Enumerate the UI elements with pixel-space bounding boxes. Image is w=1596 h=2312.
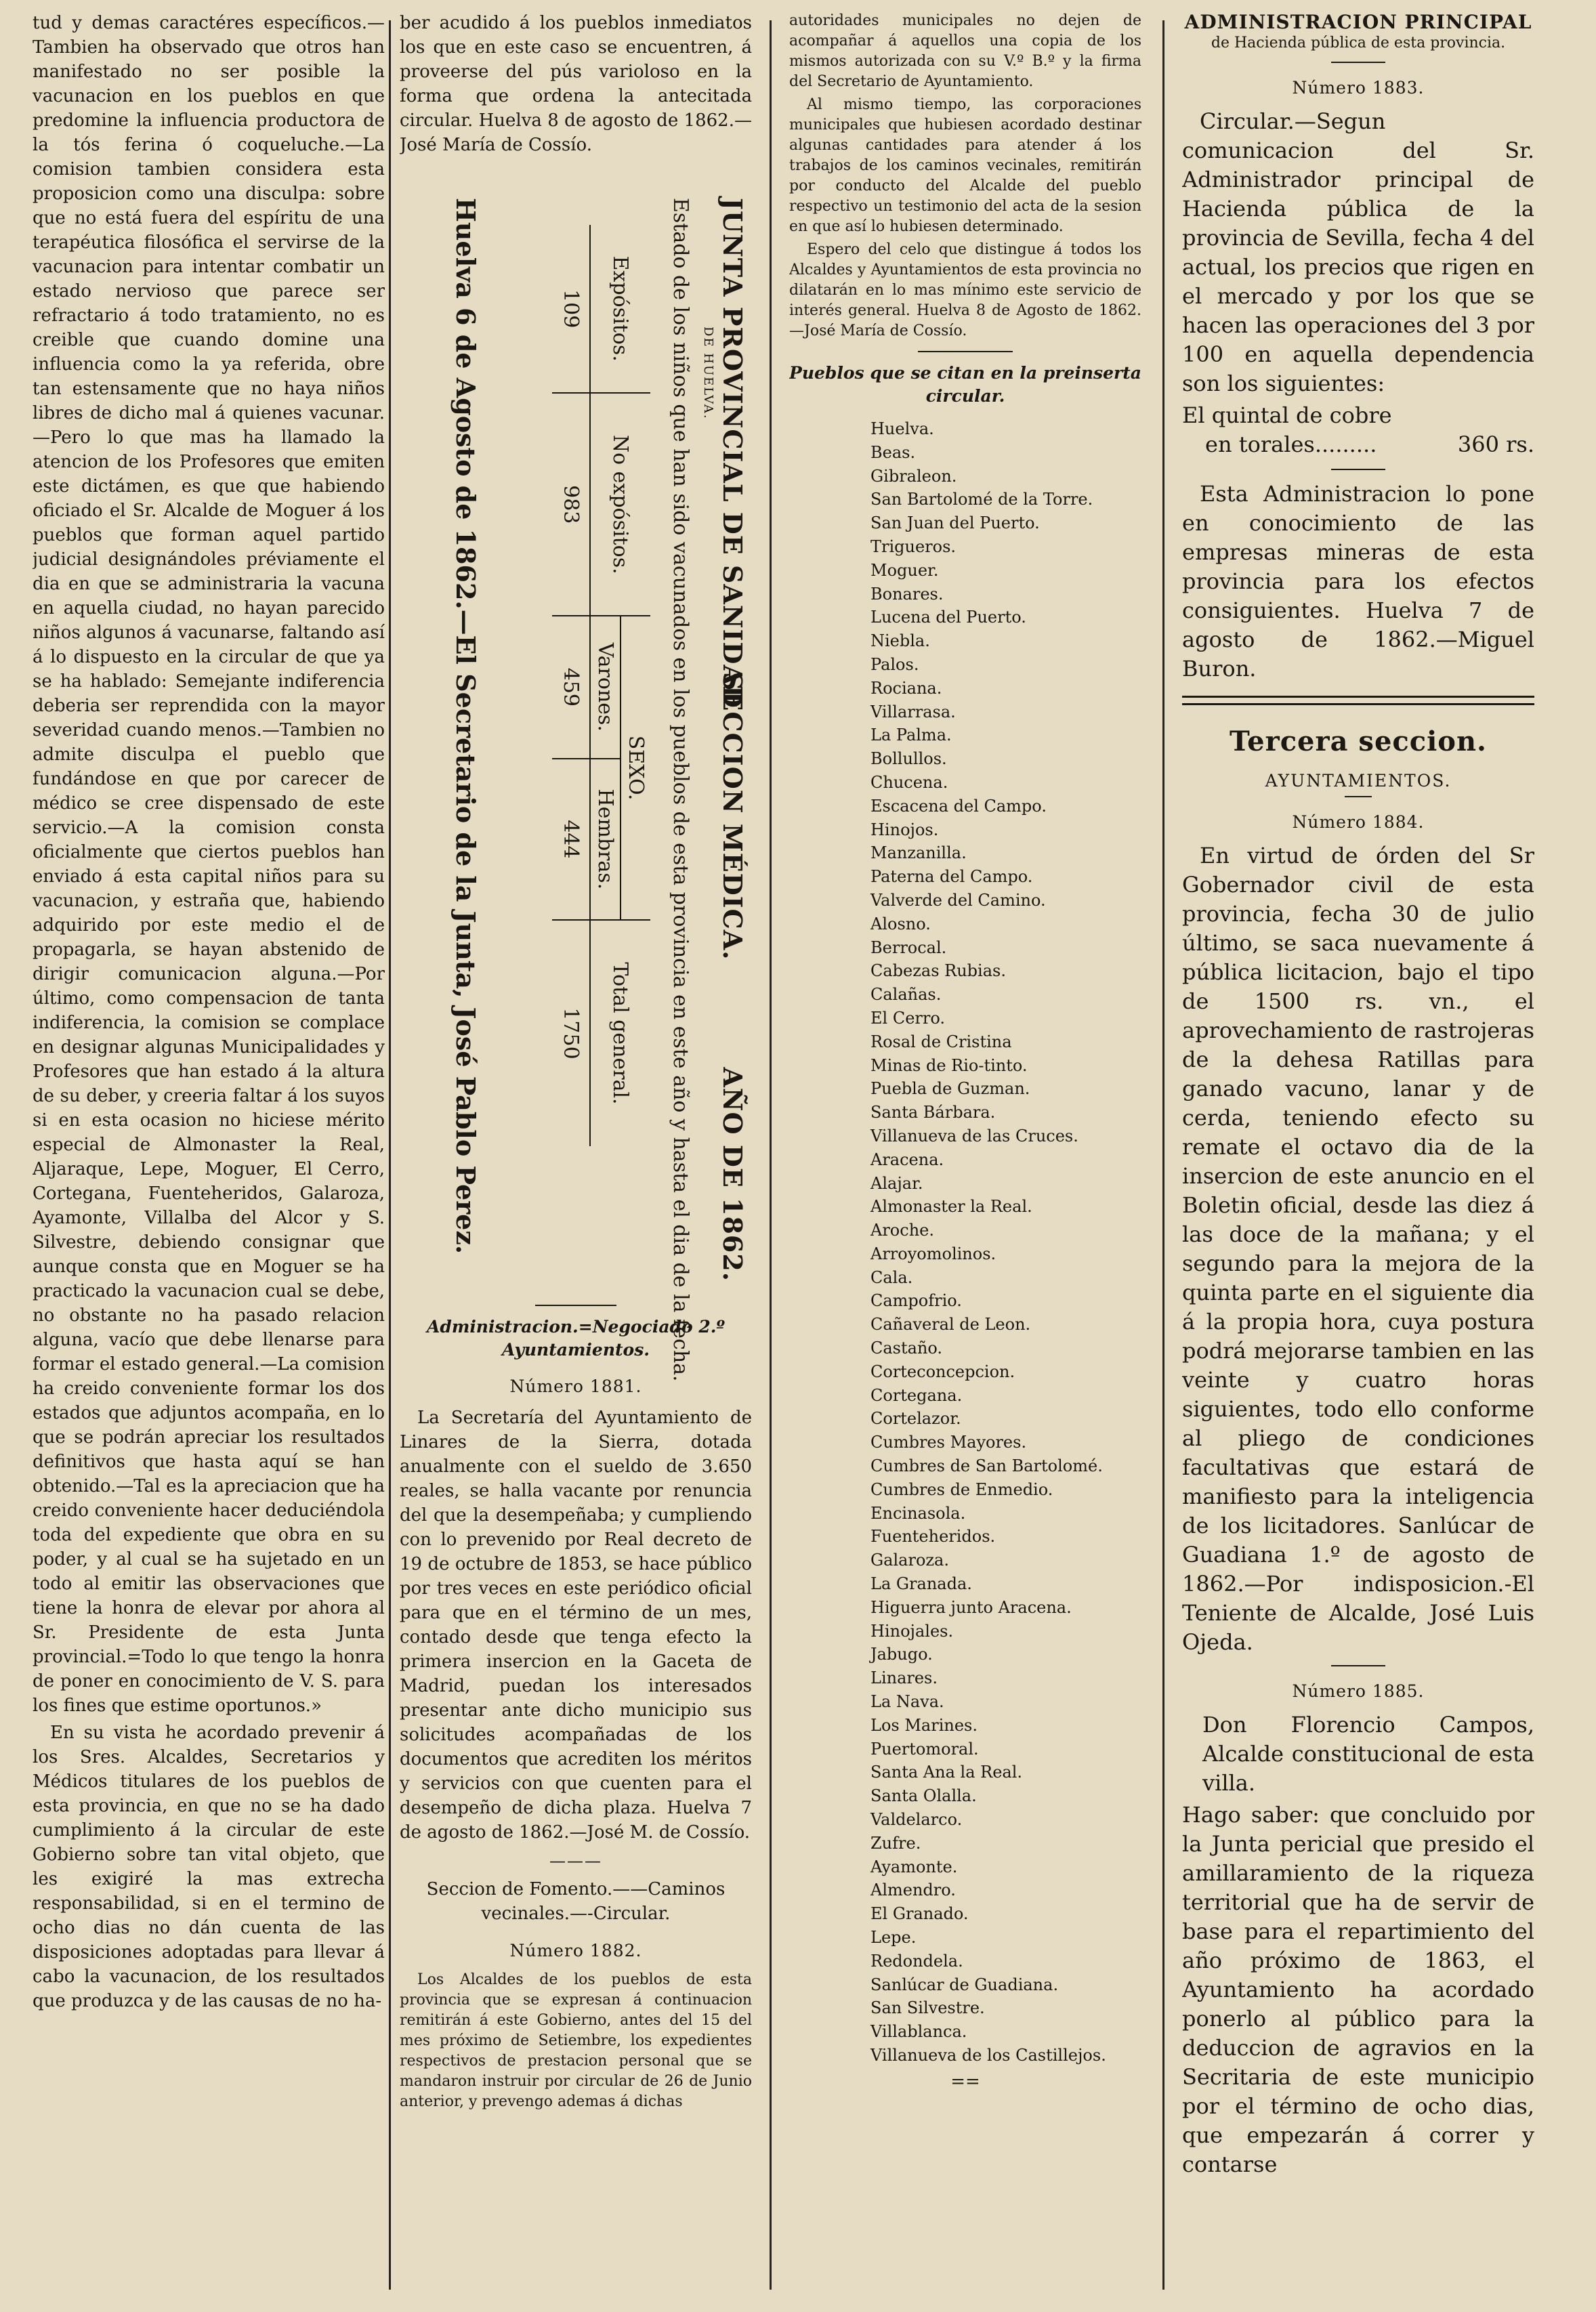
- number-1883: Número 1883.: [1292, 78, 1425, 98]
- vaccination-order-paragraph: En su vista he acordado prevenir á los Sres. Alcaldes, Secretarios y Médicos titulares de los pueblos de esta provincia, en que no se ha dado cumplimiento á la circular de este Gobierno sobre tan vital objeto, que les exigiré la mas extrecha responsabilidad, si en el termino de ocho dias no dán cuenta de las disposiciones adoptadas para llevar á cabo la vacunacion, de los resultados que produzca y de las causas de no ha-: [33, 1723, 385, 2011]
- town-list-item: Calañas.: [870, 985, 942, 1005]
- table-header-expositos: Expósitos.: [608, 255, 633, 362]
- town-list-item: La Granada.: [870, 1574, 972, 1594]
- town-list-item: Huelva.: [870, 419, 934, 438]
- town-list-item: Jabugo.: [870, 1645, 933, 1664]
- town-list-item: Cañaveral de Leon.: [870, 1315, 1031, 1334]
- table-description: Estado de los niños que han sido vacunados en los pueblos de esta provincia en este año y hasta el dia de la fecha.: [669, 198, 692, 1382]
- column-3: [789, 11, 1141, 2300]
- town-list-item: Redondela.: [870, 1951, 963, 1971]
- town-list-item: Galaroza.: [870, 1551, 949, 1570]
- town-list-item: Alajar.: [870, 1173, 923, 1193]
- sanlucar-licitacion-notice: En virtud de órden del Sr Gobernador civil de esta provincia, fecha 30 de julio último, se saca nuevamente á pública licitacion, bajo el tipo de 1500 rs. vn., el aprovechamiento de rastrojeras de la dehesa Ratillas para ganado vacuno, lanar y de cerda, teniendo efecto su remate el octavo dia de la insercion de este anuncio en el Boletin oficial, desde las diez á las doce de la mañana; y el segundo para la mejora de la quinta parte en el siguiente dia á la propia hora, cuya postura podrá mejorarse tambien en las veinte y cuatro horas siguientes, todo ello conforme al pliego de condiciones facultativas que estará de manifiesto para la inteligencia de los licitadores. Sanlúcar de Guadiana 1.º de agosto de 1862.—Por indisposicion.-El Teniente de Alcalde, José Luis Ojeda.: [1182, 843, 1534, 1655]
- town-list-item: Santa Bárbara.: [870, 1103, 996, 1122]
- town-list-item: El Granado.: [870, 1904, 969, 1924]
- circular-continuation: autoridades municipales no dejen de acompañar á aquellos una copia de los mismos autorizada con su V.º B.º y la firma del Secretario de Ayuntamiento.: [789, 12, 1141, 90]
- town-list-item: Puertomoral.: [870, 1739, 979, 1759]
- divider: [1331, 62, 1385, 63]
- town-list-item: La Nava.: [870, 1692, 944, 1712]
- town-list-item: La Palma.: [870, 726, 952, 745]
- town-list-item: Sanlúcar de Guadiana.: [870, 1975, 1059, 1994]
- florencio-campos-line: Don Florencio Campos, Alcalde constitucional de esta villa.: [1202, 1712, 1534, 1796]
- town-list-item: San Bartolomé de la Torre.: [870, 490, 1093, 509]
- town-list-item: Cortegana.: [870, 1385, 963, 1405]
- divider: [1331, 469, 1385, 470]
- town-list-item: Minas de Rio-tinto.: [870, 1055, 1028, 1075]
- town-list-item: Castaño.: [870, 1339, 943, 1358]
- town-list-item: Lepe.: [870, 1928, 917, 1947]
- vaccination-order-end: ber acudido á los pueblos inmediatos los que en este caso se encuentren, á proveerse del pús varioloso en la forma que ordena la antecitada circular. Huelva 8 de agosto de 1862.—José María de Cossío.: [400, 13, 752, 155]
- fomento-heading: Seccion de Fomento.——Caminos vecinales.—-Circular.: [426, 1879, 726, 1924]
- town-list-item: Cala.: [870, 1267, 913, 1287]
- town-list-item: Aracena.: [870, 1150, 944, 1169]
- table-cell-varones: 459: [552, 616, 590, 759]
- town-list-item: Villarrasa.: [870, 702, 956, 721]
- tercera-seccion-heading: Tercera seccion.: [1230, 726, 1487, 757]
- price-label: El quintal de cobre: [1182, 402, 1392, 428]
- column-rule-1: [389, 20, 391, 2290]
- linares-secretaria-notice: La Secretaría del Ayuntamiento de Linares de la Sierra, dotada anualmente con el sueldo de 3.650 reales, se halla vacante por renuncia del que la desempeñaba; y cumpliendo con lo prevenido por Real decreto de 19 de octubre de 1853, se hace público por tres veces en este periódico oficial para que en el término de un mes, contado desde que tenga efecto la primera insercion en la Gaceta de Madrid, puedan los interesados presentar ante dicho municipio sus solicitudes acompañadas de los documentos que acrediten los méritos y servicios con que cuenten para el desempeño de dicha plaza. Huelva 7 de agosto de 1862.—José M. de Cossío.: [400, 1408, 752, 1843]
- divider: [1345, 796, 1372, 797]
- price-row: [1182, 401, 1534, 459]
- town-list-item: Gibraleon.: [870, 466, 957, 486]
- divider: [1331, 1665, 1385, 1666]
- town-list-item: Almendro.: [870, 1880, 956, 1900]
- junta-subtitle: DE HUELVA.: [701, 327, 715, 420]
- section-rule: [1182, 696, 1534, 705]
- divider: [535, 1305, 616, 1306]
- town-list-item: Bollullos.: [870, 749, 947, 769]
- vaccination-table: [552, 225, 650, 1146]
- administracion-subheading: de Hacienda pública de esta provincia.: [1211, 35, 1506, 51]
- town-list-item: Trigueros.: [870, 537, 957, 556]
- towns-list: [789, 417, 1141, 2067]
- caminos-vecinales-circular: Los Alcaldes de los pueblos de esta provincia que se expresan á continuacion remitirán á este Gobierno, antes del 15 del mes próximo de Setiembre, los expedientes respectivos de prestacion personal que se mandaron instruir por circular de 26 de Junio anterior, y prevengo ademas á dichas: [400, 1971, 752, 2110]
- administracion-heading: ADMINISTRACION PRINCIPAL: [1184, 11, 1532, 33]
- town-list-item: Hinojales.: [870, 1621, 954, 1641]
- town-list-item: Corteconcepcion.: [870, 1362, 1015, 1381]
- town-list-item: Cortelazor.: [870, 1409, 961, 1429]
- town-list-item: Santa Ana la Real.: [870, 1763, 1023, 1782]
- table-year: AÑO DE 1862.: [717, 1067, 748, 1282]
- table-cell-total: 1750: [552, 920, 590, 1146]
- corporaciones-paragraph: Al mismo tiempo, las corporaciones municipales que hubiesen acordado destinar algunas cantidades para atender á los trabajos de los caminos vecinales, remitirán por conducto del Alcalde del pueblo respectivo un testimonio del acta de la sesion en que así lo hubiesen determinado.: [789, 96, 1141, 235]
- town-list-item: Manzanilla.: [870, 843, 967, 863]
- table-header-hembras: Hembras.: [590, 759, 621, 920]
- town-list-item: Aroche.: [870, 1221, 934, 1240]
- column-rule-3: [1162, 20, 1164, 2290]
- circular-1883: Circular.—Segun comunicacion del Sr. Administrador principal de Hacienda pública de la provincia de Sevilla, fecha 4 del actual, los precios que rigen en el mercado y por los que se hacen las operaciones del 3 por 100 en aquella dependencia son los siguientes:: [1182, 108, 1534, 396]
- town-list-item: Villanueva de los Castillejos.: [870, 2045, 1106, 2065]
- town-list-item: Higuerra junto Aracena.: [870, 1597, 1072, 1617]
- column-4: [1182, 11, 1534, 2300]
- vaccination-report-paragraph: tud y demas caractéres específicos.—Tambien ha observado que otros han manifestado no ser posible la vacunacion en los pueblos en que predomine la influencia productora de la tós ferina ó coqueluche.—La comision tambien considera esta proposicion como una disculpa: sobre que no está fuera del espíritu de una terapéutica filosófica el servirse de la vacunacion para intentar combatir un estado nervioso que parece ser refractario á todo tratamiento, no es creible que cuando domine una influencia como la ya referida, obre tan estensamente que no haya niños libres de dicho mal á quienes vacunar.—Pero lo que mas ha llamado la atencion de los Profesores que emiten este dictámen, es que que habiendo oficiado el Sr. Alcalde de Moguer á los pueblos que forman aquel partido judicial designándoles préviamente el dia en que se administraria la vacuna en aquella ciudad, no hayan parecido niños algunos á vacunarse, faltando así á lo dispuesto en la circular de que ya se ha hablado: Semejante indiferencia deberia ser reprendida con la mayor severidad cuando menos.—Tambien no admite disculpa el pueblo que fundándose en que por carecer de médico se cree dispensado de este servicio.—A la comision consta oficialmente que ciertos pueblos han enviado á esta capital niños para su vacunacion, y estraña que, habiendo adquirido por este medio el de propagarla, se hayan abstenido de dirigir comunicacion alguna.—Por último, como compensacion de tanta indiferencia, la comision se complace en designar algunas Municipalidades y Profesores que han estado á la altura de su deber, y creeria faltar á los suyos si en esta ocasion no hiciese mérito especial de Almonaster la Real, Aljaraque, Lepe, Moguer, El Cerro, Cortegana, Fuenteheridos, Galaroza, Ayamonte, Villalba del Alcor y S. Silvestre, debiendo consignar que aunque consta que en Moguer se ha practicado la vacunacion cual se debe, no obstante no ha pasado relacion alguna, vacío que debe llenarse para formar el estado general.—La comision ha creido conveniente formar los dos estados que adjuntos acompaña, en lo que se podrán apreciar los resultados definitivos que hasta aquí se han obtenido.—Tal es la apreciacion que ha creido conveniente hacer deduciéndola toda del expediente que obra en su poder, y al cual se ha sujetado en un todo al emitir las observaciones que tiene la honra de elevar por ahora al Sr. Presidente de esta Junta provincial.=Todo lo que tengo la honra de poner en conocimiento de V. S. para los fines que estime oportunos.»: [33, 13, 385, 1716]
- column-2-lower: [400, 1305, 752, 2115]
- town-list-item: Cumbres de San Bartolomé.: [870, 1456, 1103, 1476]
- seccion-medica: SECCION MÉDICA.: [717, 672, 748, 961]
- town-list-item: Valdelarco.: [870, 1810, 963, 1830]
- town-list-item: Berrocal.: [870, 938, 947, 957]
- town-list-item: Hinojos.: [870, 820, 939, 839]
- town-list-item: Campofrio.: [870, 1291, 962, 1311]
- town-list-item: Niebla.: [870, 631, 930, 651]
- number-1882: Número 1882.: [509, 1941, 642, 1960]
- number-1885: Número 1885.: [1292, 1681, 1425, 1701]
- town-list-item: San Juan del Puerto.: [870, 513, 1040, 533]
- town-list-item: Paterna del Campo.: [870, 867, 1033, 887]
- table-cell-no-expositos: 983: [552, 393, 590, 616]
- town-list-item: Cumbres Mayores.: [870, 1433, 1027, 1452]
- town-list-item: Cumbres de Enmedio.: [870, 1479, 1053, 1499]
- table-footer-signature: Huelva 6 de Agosto de 1862.—El Secretario de la Junta, José Pablo Perez.: [450, 198, 481, 1255]
- town-list-item: Zufre.: [870, 1833, 921, 1853]
- town-list-item: Escacena del Campo.: [870, 796, 1047, 816]
- town-list-item: Valverde del Camino.: [870, 890, 1046, 910]
- town-list-item: Beas.: [870, 442, 916, 462]
- divider: ———: [549, 1851, 602, 1870]
- table-header-varones: Varones.: [590, 616, 621, 759]
- town-list-item: Moguer.: [870, 560, 939, 580]
- table-cell-hembras: 444: [552, 759, 590, 920]
- town-list-item: Rosal de Cristina: [870, 1032, 1012, 1051]
- administracion-notice: Esta Administracion lo pone en conocimiento de las empresas mineras de esta provincia para los efectos consiguientes. Huelva 7 de agosto de 1862.—Miguel Buron.: [1182, 481, 1534, 681]
- town-list-item: Chucena.: [870, 772, 948, 792]
- town-list-item: Linares.: [870, 1668, 938, 1688]
- end-mark: ==: [950, 2071, 980, 2092]
- column-1: [33, 11, 385, 2300]
- table-cell-expositos: 109: [559, 289, 583, 329]
- town-list-item: Alosno.: [870, 914, 931, 933]
- town-list-item: Arroyomolinos.: [870, 1244, 996, 1263]
- column-2: [400, 11, 752, 2300]
- town-list-item: Encinasola.: [870, 1503, 966, 1523]
- town-list-item: Bonares.: [870, 584, 944, 604]
- table-header-sexo: SEXO.: [621, 616, 650, 920]
- town-list-item: Almonaster la Real.: [870, 1197, 1032, 1217]
- price-value: 360 rs.: [1457, 432, 1534, 457]
- admin-negociado-line: Administracion.=Negociado 2.º Ayuntamientos.: [426, 1317, 725, 1360]
- towns-list-title: Pueblos que se citan en la preinserta circular.: [789, 363, 1141, 406]
- town-list-item: Puebla de Guzman.: [870, 1079, 1030, 1099]
- table-header-total: Total general.: [590, 920, 650, 1146]
- celo-paragraph: Espero del celo que distingue á todos los Alcaldes y Ayuntamientos de esta provincia no dilatarán en lo mas mínimo este servicio de interés general. Huelva 8 de Agosto de 1862.—José María de Cossío.: [789, 241, 1141, 339]
- town-list-item: Santa Olalla.: [870, 1786, 977, 1806]
- town-list-item: Los Marines.: [870, 1715, 978, 1735]
- column-rule-2: [770, 20, 772, 2290]
- town-list-item: Villablanca.: [870, 2022, 967, 2042]
- town-list-item: Fuenteheridos.: [870, 1527, 996, 1547]
- number-1881: Número 1881.: [509, 1376, 642, 1396]
- number-1884: Número 1884.: [1292, 812, 1425, 832]
- town-list-item: Cabezas Rubias.: [870, 961, 1006, 981]
- town-list-item: San Silvestre.: [870, 1998, 985, 2018]
- town-list-item: Lucena del Puerto.: [870, 608, 1026, 627]
- amillaramiento-notice: Hago saber: que concluido por la Junta pericial que presido el amillaramiento de la riqueza territorial que ha de servir de base para el repartimiento del año próximo de 1863, el Ayuntamiento ha acordado ponerlo al público para la deduccion de agravios en la Secritaria de este municipio por el término de ocho dias, que empezarán á correr y contarse: [1182, 1802, 1534, 2177]
- divider: [918, 351, 1013, 352]
- junta-title: JUNTA PROVINCIAL DE SANIDAD: [717, 198, 748, 709]
- town-list-item: Rociana.: [870, 678, 942, 698]
- town-list-item: El Cerro.: [870, 1008, 945, 1028]
- table-header-no-expositos: No expósitos.: [590, 393, 650, 616]
- town-list-item: Villanueva de las Cruces.: [870, 1126, 1078, 1146]
- ayuntamientos-heading: AYUNTAMIENTOS.: [1265, 771, 1452, 791]
- town-list-item: Palos.: [870, 654, 919, 674]
- price-label-2: en torales.........: [1205, 432, 1377, 457]
- town-list-item: Ayamonte.: [870, 1857, 958, 1876]
